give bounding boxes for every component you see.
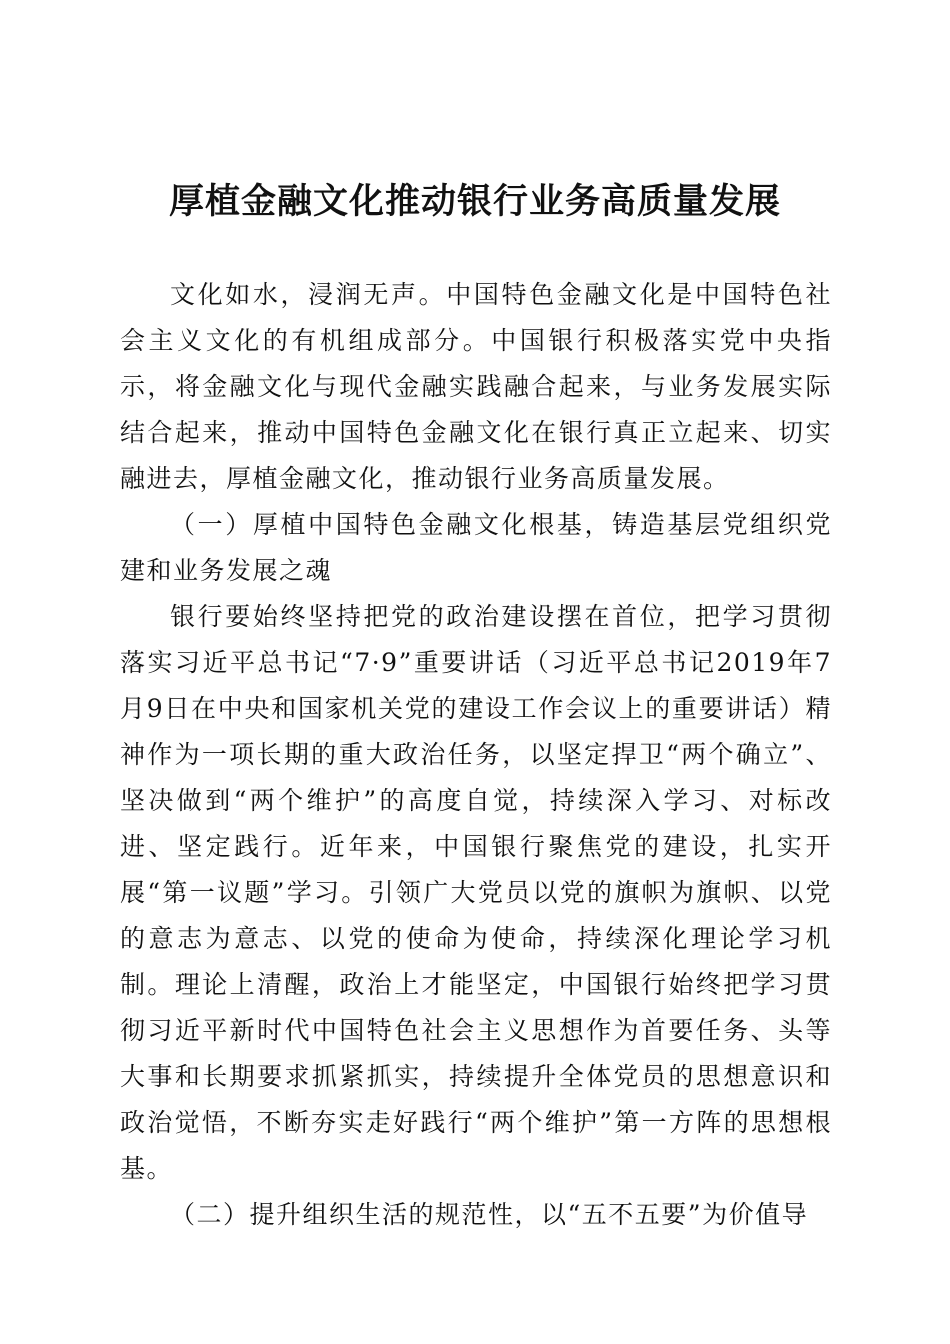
intro-paragraph: 文化如水，浸润无声。中国特色金融文化是中国特色社会主义文化的有机组成部分。中国银行积极落实党中央指示，将金融文化与现代金融实践融合起来，与业务发展实际结合起来，推动中国特色金融文化在银行真正立起来、切实融进去，厚植金融文化，推动银行业务高质量发展。 xyxy=(120,280,832,493)
section-heading-2: （二）提升组织生活的规范性，以“五不五要”为价值导 xyxy=(170,1200,809,1229)
document-body xyxy=(120,272,832,1238)
section-heading-1: （一）厚植中国特色金融文化根基，铸造基层党组织党建和业务发展之魂 xyxy=(120,510,832,585)
document-title: 厚植金融文化推动银行业务高质量发展 xyxy=(168,181,781,222)
section-1-paragraph: 银行要始终坚持把党的政治建设摆在首位，把学习贯彻落实习近平总书记“7·9”重要讲话（习近平总书记2019年7月9日在中央和国家机关党的建设工作会议上的重要讲话）精神作为一项长期的重大政治任务，以坚定捍卫“两个确立”、坚决做到“两个维护”的高度自觉，持续深入学习、对标改进、坚定践行。近年来，中国银行聚焦党的建设，扎实开展“第一议题”学习。引领广大党员以党的旗帜为旗帜、以党的意志为意志、以党的使命为使命，持续深化理论学习机制。理论上清醒，政治上才能坚定，中国银行始终把学习贯彻习近平新时代中国特色社会主义思想作为首要任务、头等大事和长期要求抓紧抓实，持续提升全体党员的思想意识和政治觉悟，不断夯实走好践行“两个维护”第一方阵的思想根基。 xyxy=(120,602,832,1183)
